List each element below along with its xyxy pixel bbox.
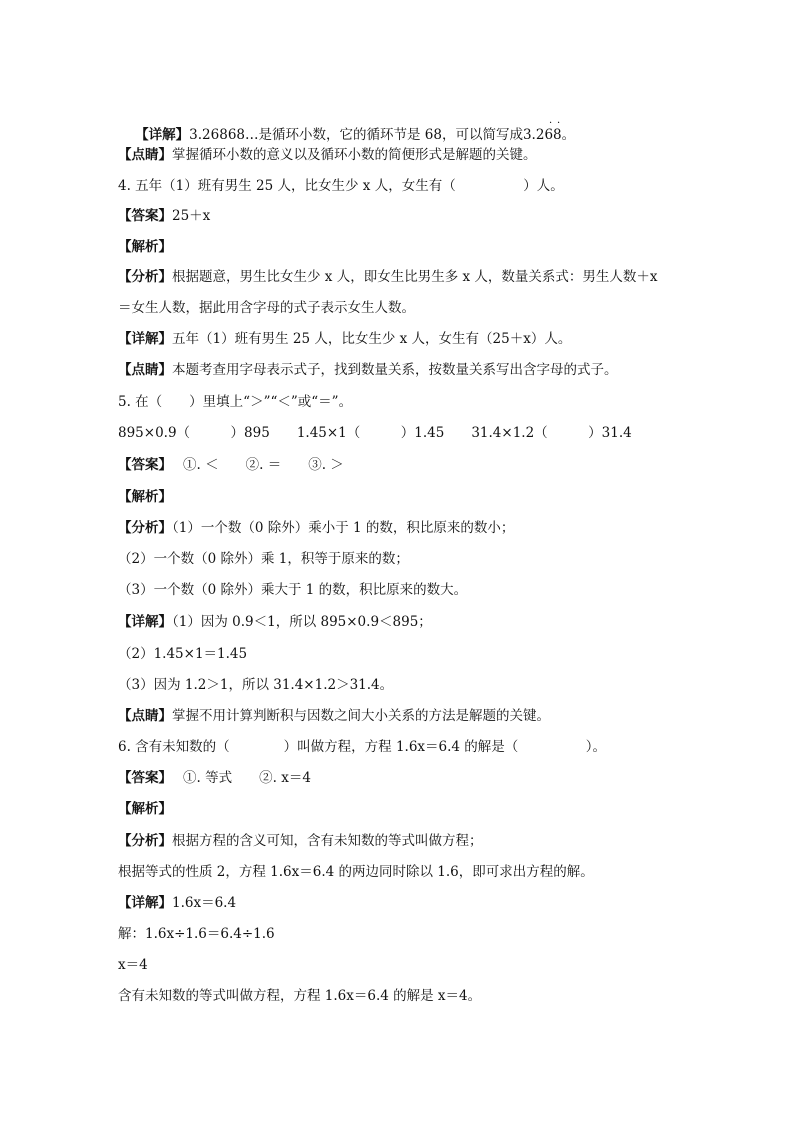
line-text: ＝女生人数，据此用含字母的式子表示女生人数。: [118, 300, 415, 316]
line-text: （2）1.45×1＝1.45: [118, 646, 248, 662]
line-27: [118, 925, 275, 943]
line-7: [118, 299, 415, 317]
line-text: （2）一个数（0 除外）乘 1，积等于原来的数；: [118, 551, 409, 567]
line-1: 【详解】3.26868…是循环小数，它的循环节是 68，可以简写成3.268 · · 。: [135, 118, 576, 143]
tag-label: 【点睛】: [118, 147, 172, 163]
line-text: 3.26868…是循环小数，它的循环节是 68，可以简写成: [189, 127, 523, 143]
tag-label: 【详解】: [118, 614, 172, 630]
repeat-dot-end: ·: [556, 118, 561, 129]
question-5: [118, 393, 352, 411]
tag-label: 【分析】: [118, 833, 172, 849]
answer-6: [118, 769, 311, 787]
line-text: （1）一个数（0 除外）乘小于 1 的数，积比原来的数小；: [172, 520, 515, 536]
repeat-dot-start: ·: [548, 118, 553, 129]
line-20: [118, 707, 550, 725]
line-text: 1.6x＝6.4: [172, 895, 237, 911]
repeating-decimal: 3.268 · ·: [522, 118, 562, 143]
analysis-heading: [118, 800, 172, 818]
line-text: （3）一个数（0 除外）乘大于 1 的数，积比原来的数大。: [118, 582, 468, 598]
line-18: [118, 645, 247, 663]
line-text: x＝4: [118, 957, 148, 973]
question-5-items: [118, 424, 632, 442]
line-text: 含有未知数的等式叫做方程，方程 1.6x＝6.4 的解是 x＝4。: [118, 988, 482, 1004]
line-26: [118, 894, 236, 912]
line-6: [118, 268, 658, 286]
tag-label: 【解析】: [118, 489, 172, 505]
question-6: [118, 738, 606, 756]
tag-label: 【详解】: [118, 331, 172, 347]
line-text: （3）因为 1.2＞1，所以 31.4×1.2＞31.4。: [118, 677, 394, 693]
line-text: 6. 含有未知数的（ ）叫做方程，方程 1.6x＝6.4 的解是（ ）。: [118, 739, 607, 755]
line-text: 解：1.6x÷1.6＝6.4÷1.6: [118, 926, 275, 942]
line-19: [118, 676, 393, 694]
question-4: [118, 177, 564, 195]
line-8: [118, 330, 571, 348]
line-text: 本题考查用字母表示式子，找到数量关系，按数量关系写出含字母的式子。: [172, 362, 618, 378]
line-text: ①. ＜ ②. ＝ ③. ＞: [165, 457, 344, 473]
tag-label: 【点睛】: [118, 362, 172, 378]
line-text: 根据题意，男生比女生少 x 人，即女生比男生多 x 人，数量关系式：男生人数＋x: [172, 269, 658, 285]
line-29: [118, 987, 481, 1005]
tag-label: 【答案】: [118, 770, 166, 786]
tag-label: 【点睛】: [118, 708, 172, 724]
line-text: 根据方程的含义可知，含有未知数的等式叫做方程；: [172, 833, 483, 849]
line-text: ①. 等式 ②. x＝4: [165, 770, 311, 786]
line-16: [118, 581, 467, 599]
line-9: [118, 361, 618, 379]
line-text: 4. 五年（1）班有男生 25 人，比女生少 x 人，女生有（ ）人。: [118, 178, 564, 194]
answer-4: [118, 207, 210, 225]
tag-label: 【解析】: [118, 801, 172, 817]
line-text: 5. 在（ ）里填上“＞”“＜”或“＝”。: [118, 394, 353, 410]
line-text: 根据等式的性质 2，方程 1.6x＝6.4 的两边同时除以 1.6，即可求出方程的解。: [118, 864, 594, 880]
line-14: [118, 519, 514, 537]
tag-label: 【答案】: [118, 208, 172, 224]
tag-label: 【分析】: [118, 269, 172, 285]
line-text: 掌握循环小数的意义以及循环小数的简便形式是解题的关键。: [172, 147, 537, 163]
analysis-heading: [118, 238, 172, 256]
line-2: [118, 146, 537, 164]
line-text: 895×0.9（ ）895 1.45×1（ ）1.45 31.4×1.2（ ）31.4: [118, 425, 632, 441]
tag-label: 【详解】: [118, 895, 172, 911]
tag-label: 【详解】: [135, 127, 190, 143]
line-28: [118, 956, 148, 974]
line-text: （1）因为 0.9＜1，所以 895×0.9＜895；: [172, 614, 432, 630]
line-25: [118, 863, 594, 881]
tag-label: 【分析】: [118, 520, 172, 536]
tag-label: 【答案】: [118, 457, 166, 473]
line-text: 五年（1）班有男生 25 人，比女生少 x 人，女生有（25＋x）人。: [172, 331, 572, 347]
analysis-heading: [118, 488, 172, 506]
line-17: [118, 613, 432, 631]
answer-5: [118, 456, 344, 474]
line-24: [118, 832, 483, 850]
line-15: [118, 550, 409, 568]
line-text: 25＋x: [172, 208, 211, 224]
tag-label: 【解析】: [118, 239, 172, 255]
line-text: 掌握不用计算判断积与因数之间大小关系的方法是解题的关键。: [172, 708, 550, 724]
